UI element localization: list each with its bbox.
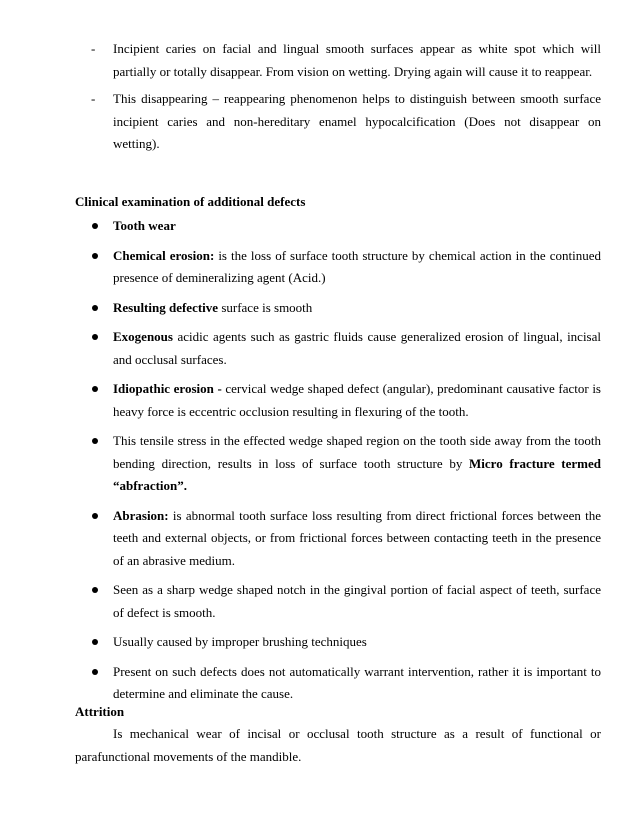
intro-item-text: This disappearing – reappearing phenomenon helps to distinguish between smooth surface incipient caries and non-hereditary enamel hypocalcification (Does not disappear on wetting). <box>113 91 601 151</box>
list-item <box>113 215 601 238</box>
bullet-bold-text: Resulting defective <box>113 299 219 315</box>
bullet-icon <box>92 305 98 311</box>
bullet-text: acidic agents such as gastric fluids cause generalized erosion of lingual, incisal and occlusal surfaces. <box>113 329 601 367</box>
bullet-icon <box>92 438 98 444</box>
bullet-icon <box>92 513 98 519</box>
list-item <box>91 38 601 83</box>
list-item <box>113 297 601 320</box>
bullet-text: Seen as a sharp wedge shaped notch in the gingival portion of facial aspect of teeth, surface of defect is smooth. <box>113 582 601 620</box>
bullet-bold-text: Idiopathic erosion - <box>113 381 222 396</box>
attrition-paragraph: Is mechanical wear of incisal or occlusal tooth structure as a result of functional or parafunctional movements of the mandible. <box>75 726 601 764</box>
bullet-icon <box>92 587 98 593</box>
section-heading-additional-defects: Clinical examination of additional defects <box>75 194 306 209</box>
section-heading-attrition: Attrition <box>75 704 125 719</box>
bullet-bold-end-text: Micro fracture termed “abfraction”. <box>113 455 601 493</box>
bullet-text: cervical wedge shaped defect (angular), predominant causative factor is heavy force is eccentric occlusion resulting in flexuring of the tooth. <box>113 381 601 419</box>
bullet-icon <box>92 253 98 259</box>
list-item <box>113 661 601 706</box>
bullet-text: is the loss of surface tooth structure by chemical action in the continued presence of demineralizing agent (Acid.) <box>113 247 601 285</box>
bullet-text: is abnormal tooth surface loss resulting from direct frictional forces between the teeth and external objects, or from frictional forces between contacting teeth in the presence of an abrasive medium. <box>113 507 601 568</box>
bullet-text: This tensile stress in the effected wedge shaped region on the tooth side away from the tooth bending direction, results in loss of surface tooth structure by <box>113 433 601 471</box>
list-item <box>113 505 601 573</box>
intro-item-text: Incipient caries on facial and lingual smooth surfaces appear as white spot which will partially or totally disappear. From vision on wetting. Drying again will cause it to reappear. <box>113 41 601 79</box>
list-item <box>113 430 601 498</box>
defects-bullet-list <box>113 215 601 713</box>
bullet-icon <box>92 669 98 675</box>
list-item <box>113 579 601 624</box>
list-item <box>113 378 601 423</box>
bullet-text: Usually caused by improper brushing techniques <box>113 634 367 649</box>
list-item <box>91 88 601 156</box>
bullet-icon <box>92 223 98 229</box>
bullet-text: surface is smooth <box>218 299 313 315</box>
intro-list <box>91 38 601 161</box>
bullet-bold-text: Chemical erosion: <box>113 247 215 263</box>
bullet-icon <box>92 386 98 392</box>
dash-marker: - <box>91 41 96 56</box>
bullet-bold-text: Tooth wear <box>113 218 176 233</box>
list-item <box>113 326 601 371</box>
list-item <box>113 631 601 654</box>
bullet-text: Present on such defects does not automatically warrant intervention, rather it is important to determine and eliminate the cause. <box>113 663 601 701</box>
list-item <box>113 245 601 290</box>
bullet-bold-text: Exogenous <box>113 329 173 344</box>
bullet-bold-text: Abrasion: <box>113 507 169 523</box>
bullet-icon <box>92 639 98 645</box>
dash-marker: - <box>91 91 96 106</box>
bullet-icon <box>92 334 98 340</box>
